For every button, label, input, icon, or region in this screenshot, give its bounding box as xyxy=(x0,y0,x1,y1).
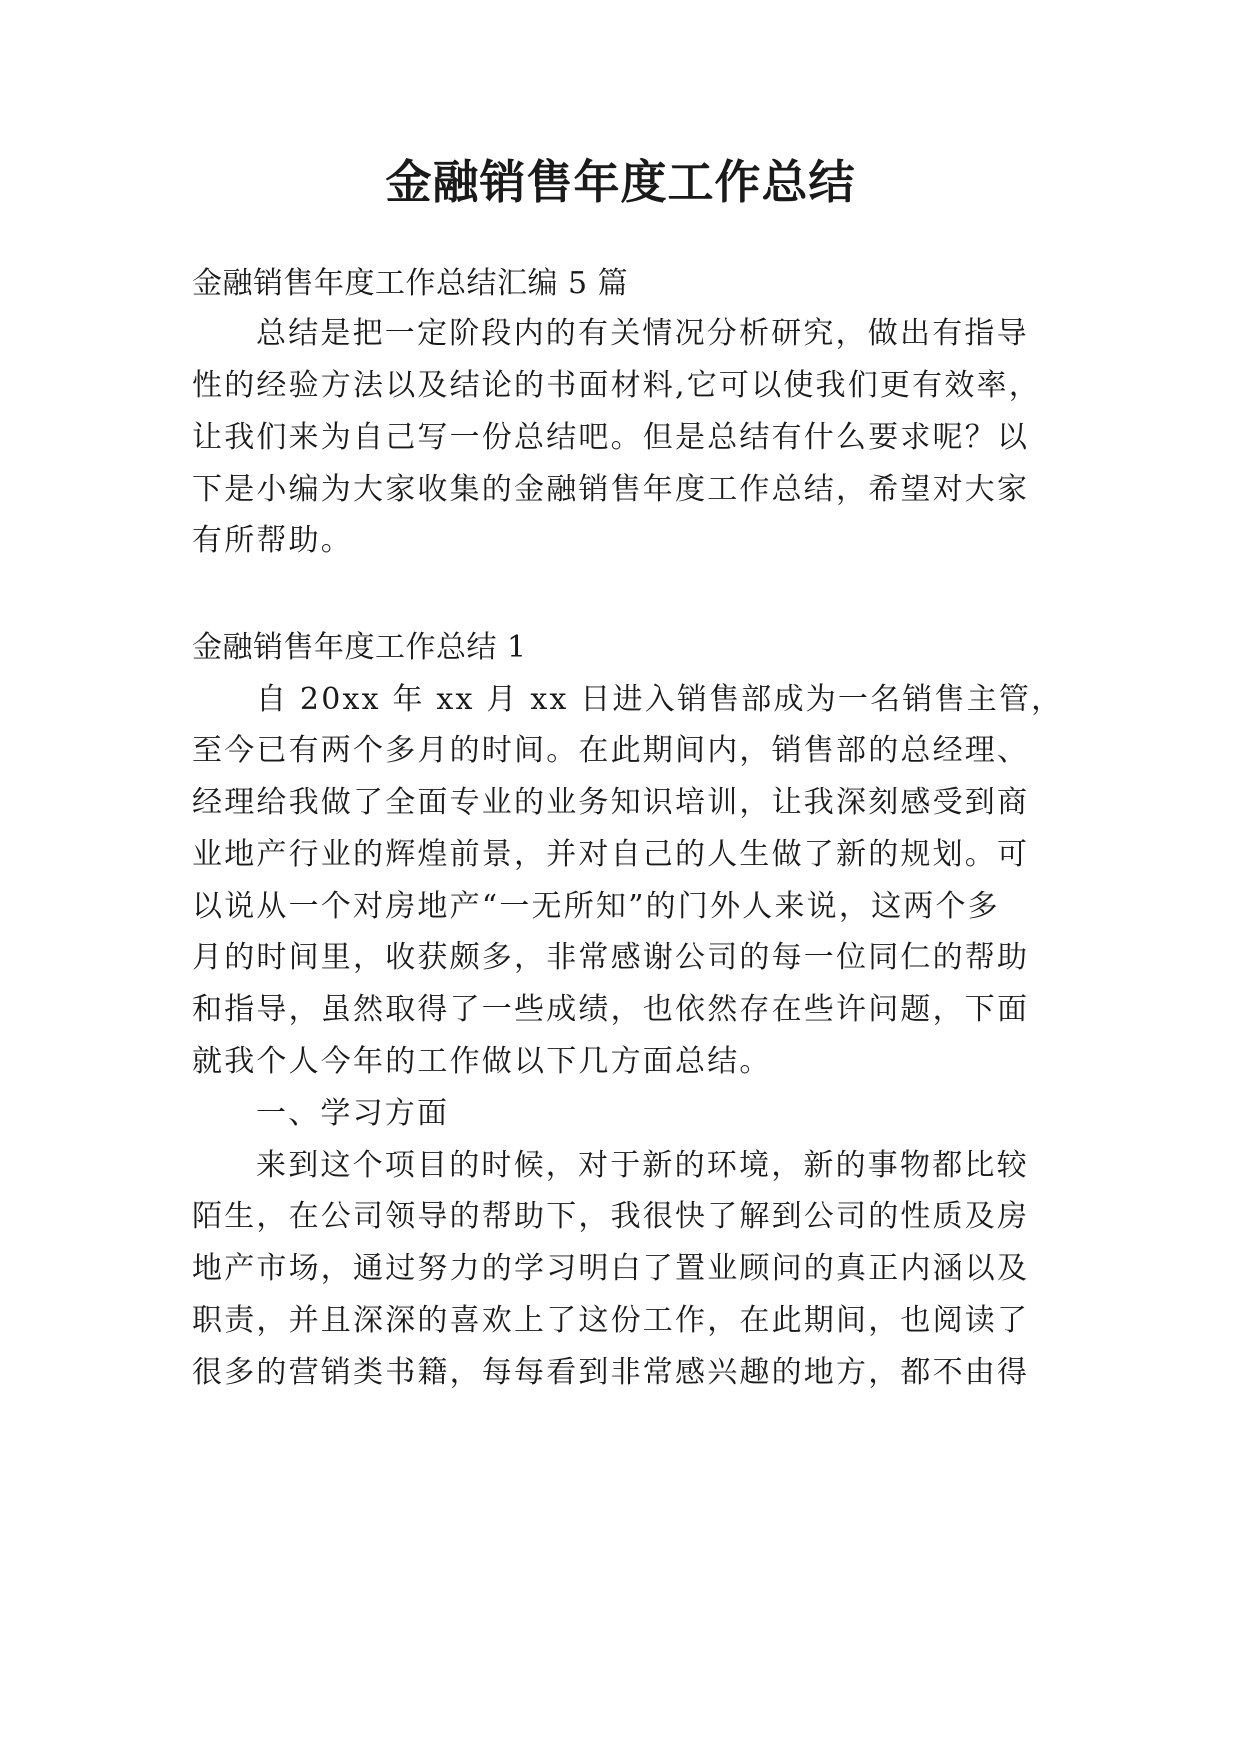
document-title: 金融销售年度工作总结 xyxy=(385,155,856,209)
body-line-7: 和指导，虽然取得了一些成绩，也依然存在些许问题，下面 xyxy=(192,992,1030,1027)
body-line-2: 至今已有两个多月的时间。在此期间内，销售部的总经理、 xyxy=(192,733,1030,768)
intro-line-3: 让我们来为自己写一份总结吧。但是总结有什么要求呢？以 xyxy=(192,420,1030,455)
body-line-11: 地产市场，通过努力的学习明白了置业顾问的真正内涵以及 xyxy=(192,1251,1030,1286)
subsection-heading-study: 一、学习方面 xyxy=(256,1096,450,1131)
body-line-6: 月的时间里，收获颇多，非常感谢公司的每一位同仁的帮助 xyxy=(192,940,1030,975)
body-line-1: 自 20xx 年 xx 月 xx 日进入销售部成为一名销售主管， xyxy=(256,682,1064,717)
body-line-4: 业地产行业的辉煌前景，并对自己的人生做了新的规划。可 xyxy=(192,837,1030,872)
collection-heading: 金融销售年度工作总结汇编 5 篇 xyxy=(192,266,629,301)
body-line-3: 经理给我做了全面专业的业务知识培训，让我深刻感受到商 xyxy=(192,785,1030,820)
body-line-8: 就我个人今年的工作做以下几方面总结。 xyxy=(192,1044,772,1079)
intro-line-5: 有所帮助。 xyxy=(192,523,353,558)
body-line-13: 很多的营销类书籍，每每看到非常感兴趣的地方，都不由得 xyxy=(192,1355,1030,1390)
body-line-12: 职责，并且深深的喜欢上了这份工作，在此期间，也阅读了 xyxy=(192,1303,1030,1338)
intro-line-4: 下是小编为大家收集的金融销售年度工作总结，希望对大家 xyxy=(192,472,1030,507)
intro-line-1: 总结是把一定阶段内的有关情况分析研究，做出有指导 xyxy=(256,316,1029,351)
body-line-10: 陌生，在公司领导的帮助下，我很快了解到公司的性质及房 xyxy=(192,1199,1030,1234)
intro-line-2: 性的经验方法以及结论的书面材料,它可以使我们更有效率， xyxy=(192,368,1041,403)
body-line-5: 以说从一个对房地产“一无所知”的门外人来说，这两个多 xyxy=(192,889,1000,924)
body-line-9: 来到这个项目的时候，对于新的环境，新的事物都比较 xyxy=(256,1148,1029,1183)
section-heading-1: 金融销售年度工作总结 1 xyxy=(192,630,527,665)
